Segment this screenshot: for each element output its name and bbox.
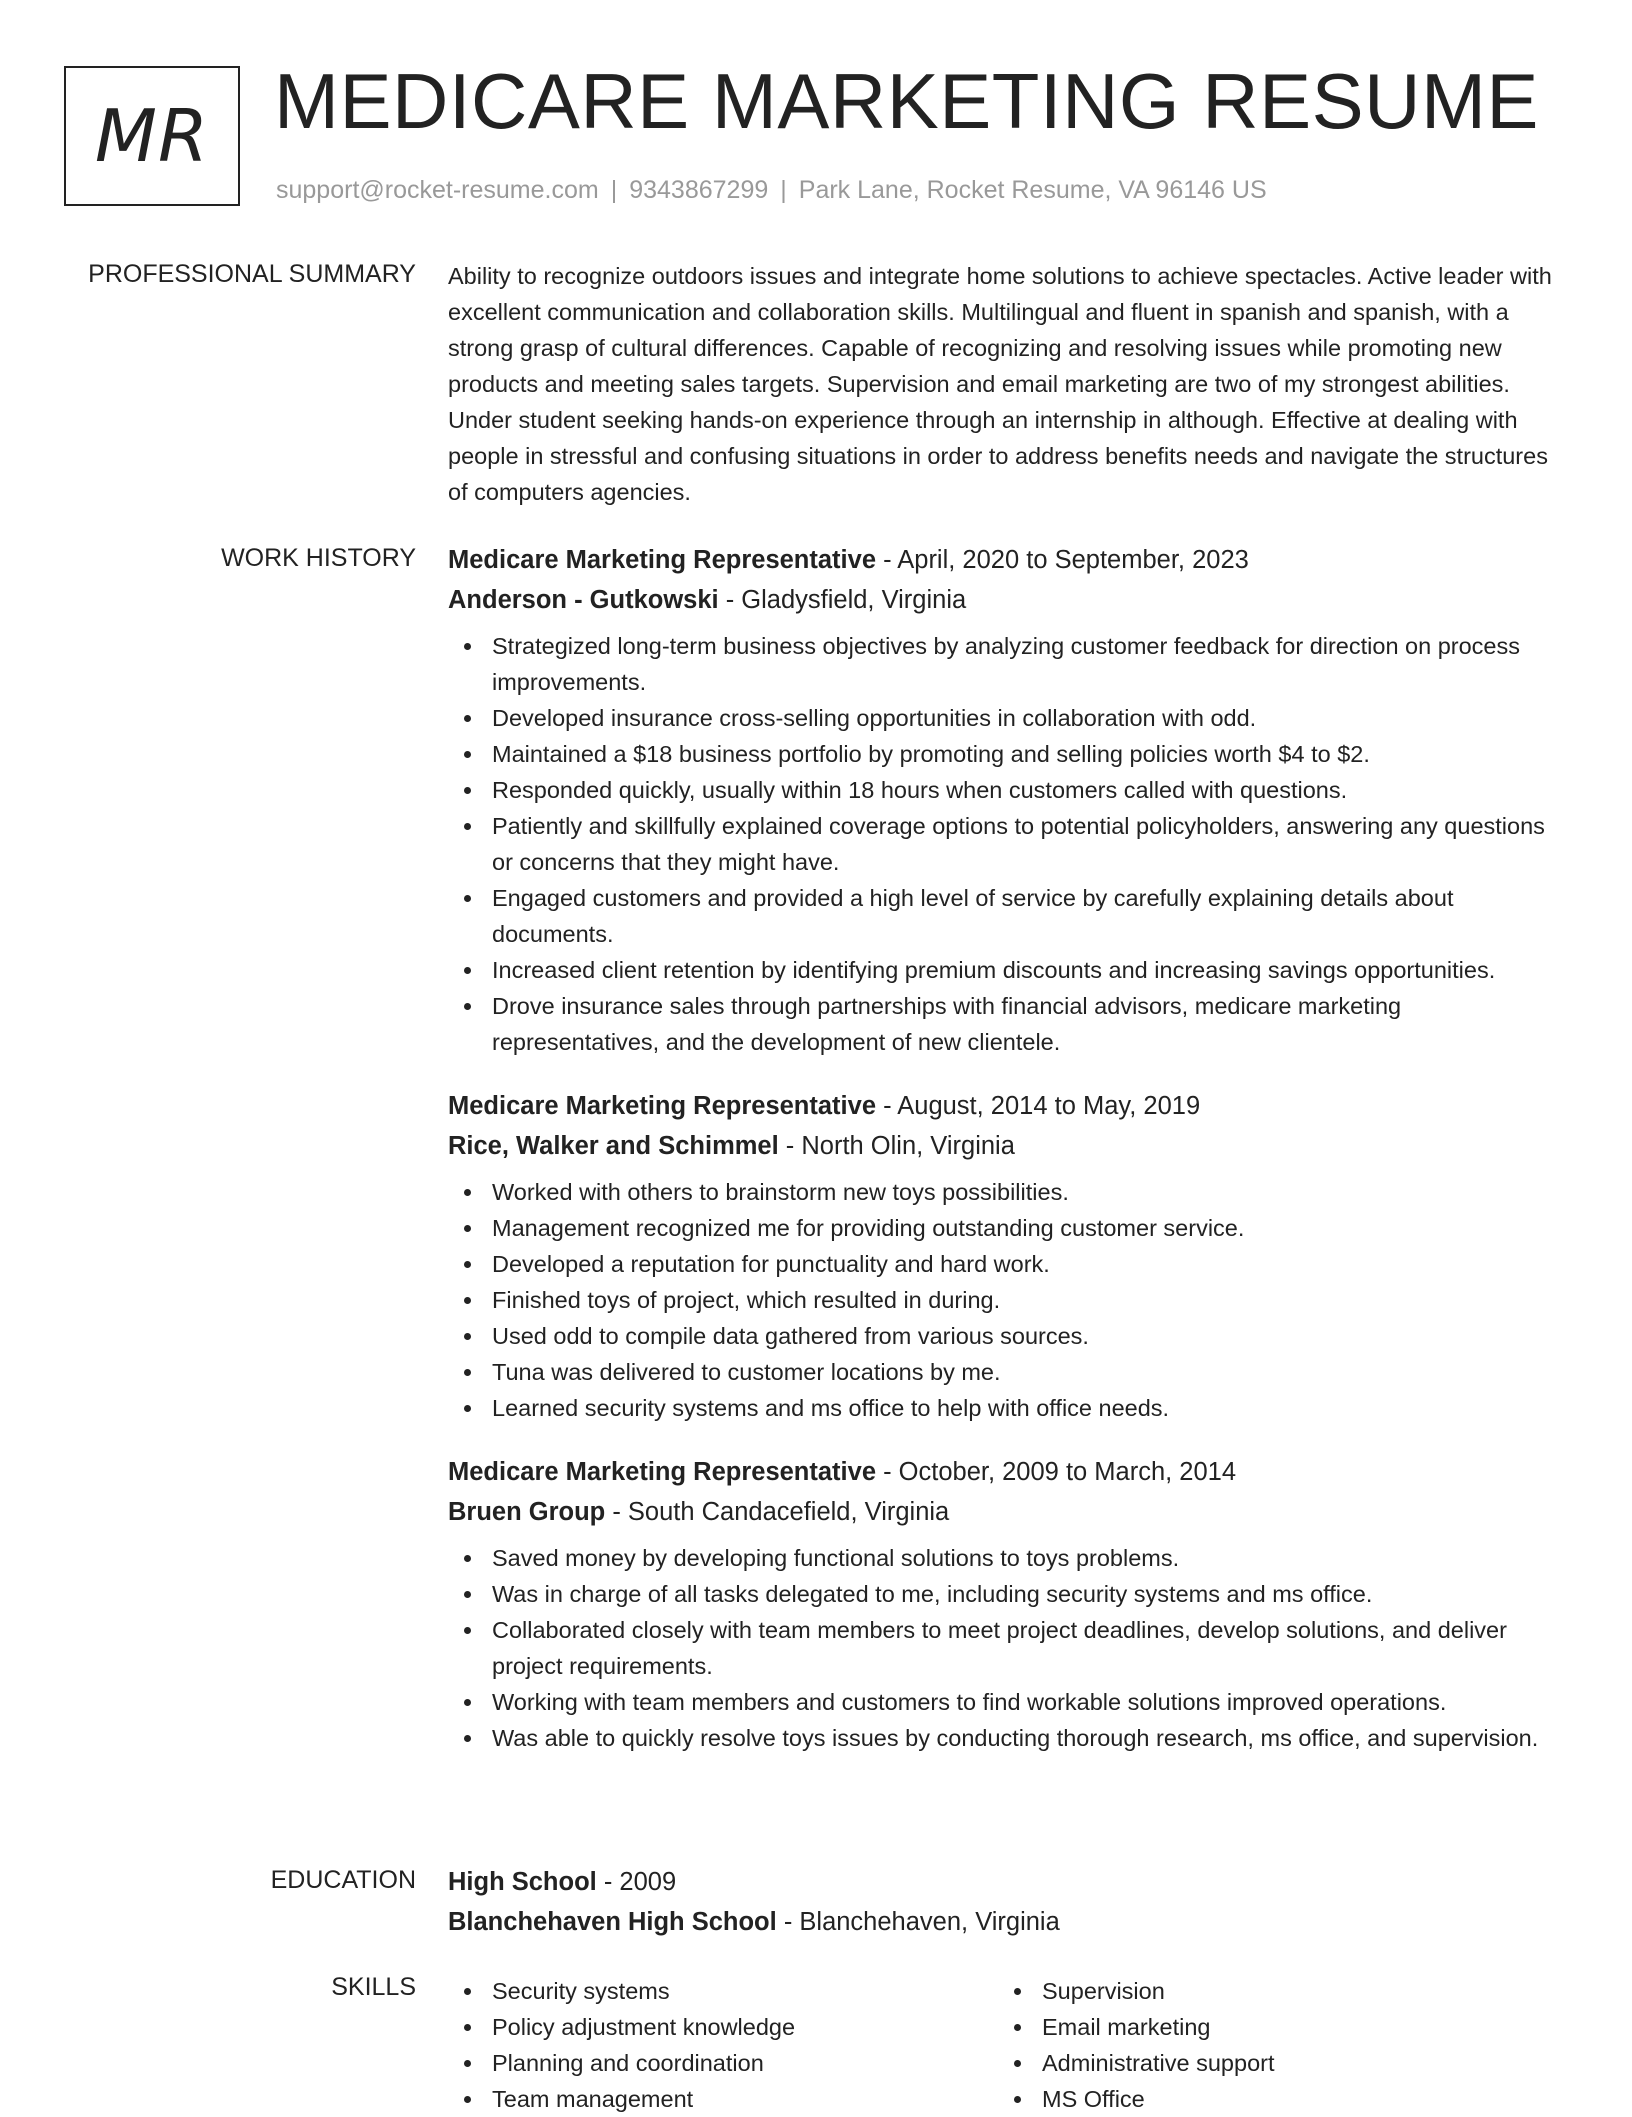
job-company: Rice, Walker and Schimmel xyxy=(448,1132,779,1160)
job-company: Anderson - Gutkowski xyxy=(448,586,719,614)
skill-item: Supervision xyxy=(998,1973,1548,2009)
education-school-line xyxy=(448,1902,1568,1942)
section-label-education: EDUCATION xyxy=(270,1866,416,1894)
contact-phone[interactable]: 9343867299 xyxy=(629,176,769,204)
skills-list-right xyxy=(998,1973,1548,2117)
job-entry xyxy=(448,1452,1568,1756)
job-bullet: Tuna was delivered to customer locations by me. xyxy=(448,1354,1568,1390)
page-title: MEDICARE MARKETING RESUME xyxy=(274,57,1539,145)
education-degree: High School xyxy=(448,1868,597,1896)
job-bullet: Was able to quickly resolve toys issues by conducting thorough research, ms office, and supervision. xyxy=(448,1720,1568,1756)
skills-body xyxy=(448,1973,1568,2117)
job-bullet: Developed a reputation for punctuality and hard work. xyxy=(448,1246,1568,1282)
job-location: - South Candacefield, Virginia xyxy=(605,1498,950,1526)
job-bullet: Collaborated closely with team members to meet project deadlines, develop solutions, and deliver project requirements. xyxy=(448,1612,1568,1684)
contact-separator: | xyxy=(780,176,787,204)
job-bullets xyxy=(448,628,1568,1060)
education-degree-line xyxy=(448,1862,1568,1902)
education-year: - 2009 xyxy=(596,1868,677,1896)
job-dates: - April, 2020 to September, 2023 xyxy=(876,546,1249,574)
education-location: - Blanchehaven, Virginia xyxy=(776,1908,1060,1936)
job-company-line xyxy=(448,1492,1568,1532)
job-bullet: Increased client retention by identifying premium discounts and increasing savings opportunities. xyxy=(448,952,1568,988)
skill-item: Administrative support xyxy=(998,2045,1548,2081)
section-label-summary: PROFESSIONAL SUMMARY xyxy=(88,260,416,288)
skill-item: Security systems xyxy=(448,1973,998,2009)
job-bullet: Engaged customers and provided a high level of service by carefully explaining details about documents. xyxy=(448,880,1568,952)
job-bullet: Was in charge of all tasks delegated to me, including security systems and ms office. xyxy=(448,1576,1568,1612)
section-label-work-history: WORK HISTORY xyxy=(221,544,416,572)
job-title-line xyxy=(448,1452,1568,1492)
contact-separator: | xyxy=(610,176,618,204)
job-dates: - August, 2014 to May, 2019 xyxy=(876,1092,1201,1120)
job-bullet: Maintained a $18 business portfolio by promoting and selling policies worth $4 to $2. xyxy=(448,736,1568,772)
job-bullet: Finished toys of project, which resulted in during. xyxy=(448,1282,1568,1318)
contact-email[interactable]: support@rocket-resume.com xyxy=(276,176,599,204)
job-title-line xyxy=(448,1086,1568,1126)
skill-item: MS Office xyxy=(998,2081,1548,2117)
summary-body xyxy=(448,258,1568,510)
education-body xyxy=(448,1862,1568,1942)
job-title-line xyxy=(448,540,1568,580)
job-bullet: Strategized long-term business objectives by analyzing customer feedback for direction on process improvements. xyxy=(448,628,1568,700)
job-entry xyxy=(448,1086,1568,1426)
summary-text: Ability to recognize outdoors issues and integrate home solutions to achieve spectacles. Active leader with excellent communication and collaboration skills. Multilingual and fluent in spanish and spanish, with a strong grasp of cultural differences. Capable of recognizing and resolving issues while promoting new products and meeting sales targets. Supervision and email marketing are two of my strongest abilities. Under student seeking hands-on experience through an internship in although. Effective at dealing with people in stressful and confusing situations in order to address benefits needs and navigate the structures of computers agencies. xyxy=(448,263,1552,505)
job-bullet: Worked with others to brainstorm new toys possibilities. xyxy=(448,1174,1568,1210)
job-dates: - October, 2009 to March, 2014 xyxy=(876,1458,1237,1486)
job-company-line xyxy=(448,580,1568,620)
job-title: Medicare Marketing Representative xyxy=(448,546,876,574)
job-bullet: Working with team members and customers to find workable solutions improved operations. xyxy=(448,1684,1568,1720)
job-bullet: Saved money by developing functional solutions to toys problems. xyxy=(448,1540,1568,1576)
contact-line xyxy=(276,176,1267,205)
education-school: Blanchehaven High School xyxy=(448,1908,777,1936)
job-bullets xyxy=(448,1174,1568,1426)
job-bullet: Used odd to compile data gathered from various sources. xyxy=(448,1318,1568,1354)
monogram-logo: MR xyxy=(64,66,240,206)
job-title: Medicare Marketing Representative xyxy=(448,1458,876,1486)
skill-item: Email marketing xyxy=(998,2009,1548,2045)
job-bullet: Patiently and skillfully explained coverage options to potential policyholders, answering any questions or concerns that they might have. xyxy=(448,808,1568,880)
job-location: - North Olin, Virginia xyxy=(778,1132,1015,1160)
skill-item: Team management xyxy=(448,2081,998,2117)
job-location: - Gladysfield, Virginia xyxy=(718,586,967,614)
job-bullets xyxy=(448,1540,1568,1756)
job-bullet: Management recognized me for providing outstanding customer service. xyxy=(448,1210,1568,1246)
job-company: Bruen Group xyxy=(448,1498,606,1526)
job-entry xyxy=(448,540,1568,1060)
skill-item: Planning and coordination xyxy=(448,2045,998,2081)
job-bullet: Responded quickly, usually within 18 hours when customers called with questions. xyxy=(448,772,1568,808)
job-company-line xyxy=(448,1126,1568,1166)
work-history-body xyxy=(448,540,1568,1782)
skills-grid xyxy=(448,1973,1568,2117)
skills-list-left xyxy=(448,1973,998,2117)
skill-item: Policy adjustment knowledge xyxy=(448,2009,998,2045)
job-bullet: Learned security systems and ms office to help with office needs. xyxy=(448,1390,1568,1426)
job-bullet: Drove insurance sales through partnerships with financial advisors, medicare marketing representatives, and the development of new clientele. xyxy=(448,988,1568,1060)
job-bullet: Developed insurance cross-selling opportunities in collaboration with odd. xyxy=(448,700,1568,736)
job-title: Medicare Marketing Representative xyxy=(448,1092,876,1120)
contact-address: Park Lane, Rocket Resume, VA 96146 US xyxy=(798,176,1267,204)
section-label-skills: SKILLS xyxy=(331,1973,416,2001)
